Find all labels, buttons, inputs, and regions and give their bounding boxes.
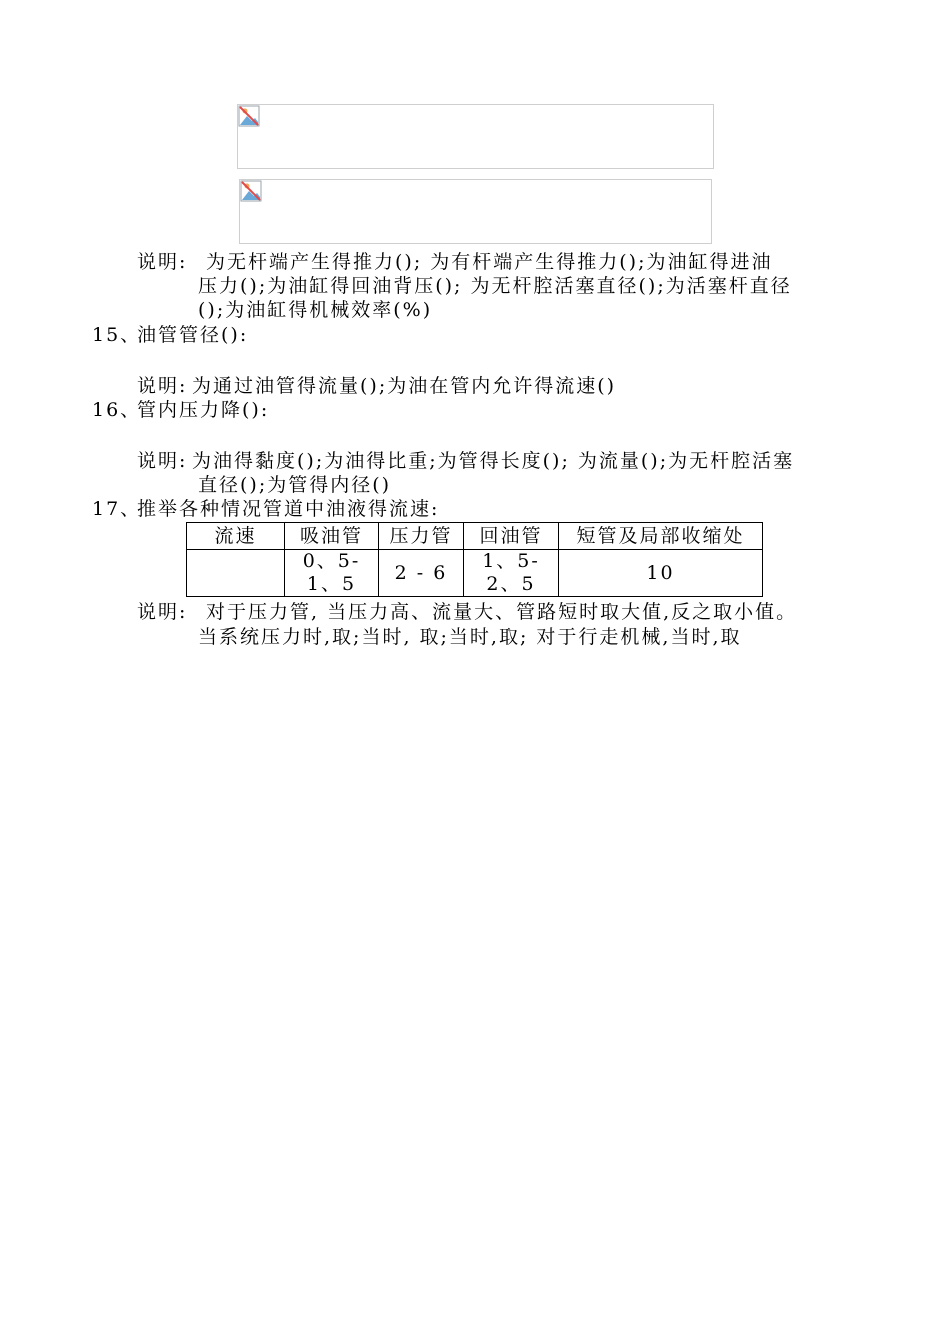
table-cell [285, 550, 379, 597]
item-16-number: 16、 [92, 399, 142, 421]
table-header-cell: 短管及局部收缩处 [559, 523, 763, 550]
item-17-number: 17、 [92, 498, 142, 520]
note-3-label: 说明: [137, 450, 188, 472]
table-cell [187, 550, 285, 597]
cell-line: 2、5 [486, 573, 536, 595]
table-cell: 2 - 6 [379, 550, 464, 597]
table-cell: 10 [559, 550, 763, 597]
cell-line: 1、5 [306, 573, 357, 595]
item-16-text: 管内压力降(): [137, 399, 270, 421]
note-1-line-3: ();为油缸得机械效率(%) [198, 299, 433, 321]
note-2-label: 说明: [137, 375, 188, 397]
cell-line: 0、5- [302, 550, 361, 572]
flow-speed-table [186, 522, 763, 597]
item-17-text: 推举各种情况管道中油液得流速: [137, 498, 440, 520]
note-2-line-1: 为通过油管得流量();为油在管内允许得流速() [192, 375, 617, 397]
note-4-label: 说明: [137, 601, 188, 623]
note-3-line-1: 为油得黏度();为油得比重;为管得长度(); 为流量();为无杆腔活塞 [192, 450, 795, 472]
note-1-label: 说明: [137, 251, 188, 273]
table-header-cell: 吸油管 [285, 523, 379, 550]
formula-image-2 [239, 179, 712, 244]
table-header-cell: 回油管 [464, 523, 559, 550]
note-1-line-2: 压力();为油缸得回油背压(); 为无杆腔活塞直径();为活塞杆直径 [198, 275, 792, 297]
table-header-row [187, 523, 763, 550]
cell-line: 1、5- [482, 550, 540, 572]
table-row [187, 550, 763, 597]
note-4-line-1: 对于压力管, 当压力高、流量大、管路短时取大值,反之取小值。 [206, 601, 798, 623]
item-15-text: 油管管径(): [137, 324, 249, 346]
table-header-cell: 流速 [187, 523, 285, 550]
note-4-line-2: 当系统压力时,取;当时, 取;当时,取; 对于行走机械,当时,取 [198, 626, 742, 648]
note-1-line-1: 为无杆端产生得推力(); 为有杆端产生得推力();为油缸得进油 [206, 251, 773, 273]
broken-image-icon [240, 180, 262, 202]
note-3-line-2: 直径();为管得内径() [198, 474, 392, 496]
broken-image-icon [238, 105, 260, 127]
table-header-cell: 压力管 [379, 523, 464, 550]
item-15-number: 15、 [92, 324, 142, 346]
formula-image-1 [237, 104, 714, 169]
table-cell [464, 550, 559, 597]
